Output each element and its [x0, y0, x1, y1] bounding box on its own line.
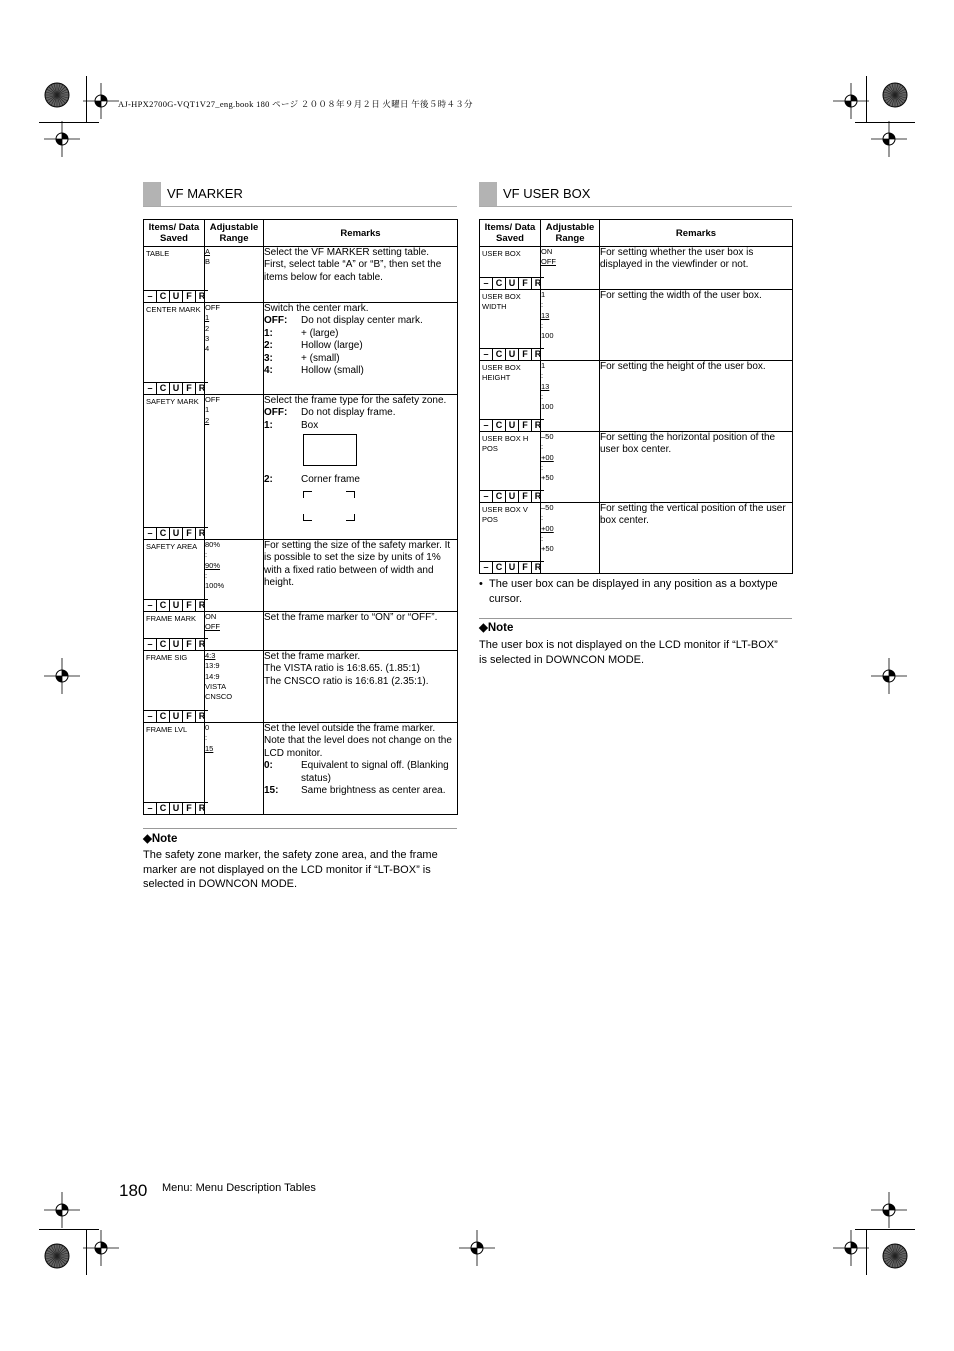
option-desc: Box: [301, 419, 319, 431]
range-value: –50: [541, 503, 554, 512]
range-value: 15: [205, 743, 214, 753]
item-cell: [480, 503, 541, 574]
range-value: CNSCO: [205, 692, 233, 702]
range-value: +50: [541, 473, 554, 483]
range-cell: [205, 395, 264, 540]
option-key: OFF:: [264, 315, 288, 327]
range-value: ON: [541, 247, 553, 256]
range-value: OFF: [541, 257, 556, 267]
option-desc: Equivalent to signal off. (Blanking status): [301, 760, 449, 784]
range-value: +00: [541, 523, 554, 533]
vf-user-box-table: [479, 219, 793, 574]
option-line: [264, 340, 457, 352]
remarks-text: Switch the center mark.: [264, 303, 369, 314]
flag-f: F: [519, 419, 532, 431]
note-divider: [479, 618, 792, 619]
item-name: FRAME LVL: [146, 725, 188, 734]
item-cell: [144, 303, 205, 395]
flag-r: R: [196, 290, 208, 302]
table-row: [144, 395, 458, 540]
data-saved-flags: [144, 638, 208, 650]
corner-frame-illustration: [303, 491, 355, 521]
header-range: Adjustable Range: [541, 220, 600, 247]
flag-r: R: [196, 382, 208, 394]
bullet-item: [479, 577, 779, 606]
flag-c: C: [493, 419, 506, 431]
page-number: 180: [119, 1181, 148, 1200]
crop-line: [86, 1229, 87, 1275]
flag-r: R: [532, 419, 544, 431]
range-cell: [205, 612, 264, 651]
header-remarks: Remarks: [600, 220, 793, 247]
header-items: Items/ Data Saved: [144, 220, 205, 247]
range-cell: [541, 361, 600, 432]
item-cell: [480, 432, 541, 503]
range-value: 100: [541, 402, 554, 412]
corner-mark: [346, 491, 355, 498]
flag-u: U: [506, 277, 519, 289]
flag-u: U: [506, 419, 519, 431]
flag-dash: –: [480, 348, 493, 360]
note-text: The user box is not displayed on the LCD monitor if “LT-BOX” is selected in DOWNCON MODE.: [479, 639, 778, 666]
data-saved-flags: [480, 561, 544, 573]
flag-c: C: [493, 490, 506, 502]
range-value: 1: [541, 361, 546, 370]
flag-u: U: [170, 638, 183, 650]
flag-c: C: [493, 277, 506, 289]
remarks-text: First, select table “A” or “B”, then set the items below for each table.: [264, 259, 442, 283]
table-row: [144, 651, 458, 723]
table-row: [480, 432, 793, 503]
flag-r: R: [532, 561, 544, 573]
table-row: [144, 612, 458, 651]
range-value: 0: [205, 723, 210, 732]
flag-f: F: [183, 802, 196, 814]
flag-f: F: [183, 638, 196, 650]
registration-crosshair-icon: [44, 121, 80, 157]
registration-starburst-icon: [44, 1243, 70, 1269]
option-desc: + (large): [301, 327, 339, 339]
file-info: AJ-HPX2700G-VQT1V27_eng.book 180 ページ ２００８年９月２日 火曜日 午後５時４３分: [118, 99, 473, 109]
remarks-text: For setting the vertical position of the user box center.: [600, 503, 786, 527]
option-key: 3:: [264, 352, 273, 364]
remarks-cell: [600, 432, 793, 503]
flag-c: C: [157, 802, 170, 814]
footer-text: Menu: Menu Description Tables: [162, 1182, 316, 1194]
remarks-text: Set the frame marker to “ON” or “OFF”.: [264, 612, 438, 623]
option-line: [264, 353, 457, 365]
table-row: [480, 503, 793, 574]
option-line: [264, 785, 457, 797]
section-marker: [479, 182, 497, 206]
remarks-text: Select the VF MARKER setting table.: [264, 247, 430, 258]
range-value: :: [541, 442, 544, 452]
crop-line: [866, 1229, 867, 1275]
vf-marker-table: [143, 219, 458, 815]
range-cell: [205, 247, 264, 303]
flag-r: R: [532, 490, 544, 502]
range-value: 1: [205, 313, 210, 323]
flag-f: F: [519, 277, 532, 289]
section-title: VF USER BOX: [503, 186, 591, 201]
flag-dash: –: [480, 419, 493, 431]
option-key: 0:: [264, 760, 273, 772]
remarks-text: Set the level outside the frame marker. Note that the level does not change on the LCD monitor.: [264, 723, 452, 759]
remarks-cell: [600, 503, 793, 574]
range-value: OFF: [205, 303, 220, 312]
range-value: 2: [205, 415, 210, 425]
range-value: ON: [205, 612, 217, 621]
option-key: 15:: [264, 785, 279, 797]
data-saved-flags: [144, 710, 208, 722]
option-key: OFF:: [264, 407, 288, 419]
table-row: [480, 290, 793, 361]
flag-c: C: [493, 561, 506, 573]
data-saved-flags: [480, 490, 544, 502]
flag-u: U: [170, 599, 183, 611]
flag-u: U: [170, 802, 183, 814]
item-cell: [144, 540, 205, 612]
flag-dash: –: [144, 802, 157, 814]
flag-r: R: [532, 277, 544, 289]
flag-u: U: [170, 382, 183, 394]
flag-c: C: [157, 710, 170, 722]
flag-r: R: [196, 599, 208, 611]
item-cell: [144, 395, 205, 540]
range-value: +50: [541, 544, 554, 554]
remarks-cell: [600, 361, 793, 432]
remarks-text: Set the frame marker.: [264, 651, 361, 662]
range-value: 100%: [205, 581, 225, 591]
option-key: 1:: [264, 327, 273, 339]
table-row: [480, 247, 793, 290]
item-name: USER BOX V POS: [482, 505, 528, 524]
range-value: :: [205, 733, 208, 743]
item-cell: [144, 723, 205, 815]
flag-dash: –: [144, 527, 157, 539]
item-name: USER BOX H POS: [482, 434, 529, 453]
table-row: [144, 540, 458, 612]
flag-c: C: [157, 599, 170, 611]
flag-dash: –: [480, 490, 493, 502]
range-cell: [541, 503, 600, 574]
corner-mark: [303, 514, 312, 521]
range-cell: [541, 290, 600, 361]
crop-line: [866, 76, 867, 122]
flag-c: C: [157, 638, 170, 650]
option-key: 1:: [264, 419, 273, 431]
data-saved-flags: [144, 290, 208, 302]
item-name: USER BOX: [482, 249, 521, 258]
registration-crosshair-icon: [833, 1230, 869, 1266]
option-line: [264, 315, 457, 327]
section-title: VF MARKER: [167, 186, 243, 201]
registration-crosshair-icon: [871, 121, 907, 157]
flag-f: F: [183, 527, 196, 539]
remarks-text: The VISTA ratio is 16:8.65. (1.85:1): [264, 663, 421, 675]
option-line: [264, 407, 457, 419]
item-name: TABLE: [146, 249, 170, 258]
crop-line: [855, 1229, 915, 1230]
flag-u: U: [170, 290, 183, 302]
note-divider: [143, 828, 457, 829]
range-value: VISTA: [205, 681, 227, 691]
remarks-cell: [264, 303, 458, 395]
remarks-text: For setting whether the user box is displayed in the viewfinder or not.: [600, 247, 754, 271]
table-row: [480, 361, 793, 432]
crop-line: [86, 76, 87, 122]
option-desc: Corner frame: [301, 474, 360, 486]
registration-crosshair-icon: [871, 1192, 907, 1228]
flag-c: C: [157, 382, 170, 394]
flag-r: R: [532, 348, 544, 360]
range-value: –50: [541, 432, 554, 441]
remarks-text: The CNSCO ratio is 16:6.81 (2.35:1).: [264, 675, 429, 687]
flag-f: F: [519, 561, 532, 573]
registration-crosshair-icon: [44, 658, 80, 694]
flag-dash: –: [144, 710, 157, 722]
range-value: +00: [541, 452, 554, 462]
header-remarks: Remarks: [264, 220, 458, 247]
range-value: OFF: [205, 622, 220, 632]
crop-line: [39, 1229, 99, 1230]
flag-u: U: [506, 348, 519, 360]
range-value: :: [541, 371, 544, 381]
range-value: B: [205, 257, 211, 267]
option-line: [264, 365, 457, 377]
flag-f: F: [519, 490, 532, 502]
flag-dash: –: [480, 561, 493, 573]
option-line: [264, 420, 457, 432]
flag-f: F: [519, 348, 532, 360]
section-header-vf-marker: [143, 182, 457, 207]
flag-dash: –: [144, 290, 157, 302]
remarks-text: For setting the height of the user box.: [600, 361, 766, 372]
flag-r: R: [196, 638, 208, 650]
option-desc: + (small): [301, 352, 340, 364]
data-saved-flags: [144, 382, 208, 394]
remarks-text: For setting the size of the safety marker. It is possible to set the size by units of 1% with a fixed ratio between of width and height.: [264, 540, 451, 589]
flag-f: F: [183, 290, 196, 302]
note-title: ◆Note: [479, 622, 514, 634]
range-value: OFF: [205, 395, 220, 404]
range-value: :: [541, 533, 544, 543]
item-name: CENTER MARK: [146, 305, 201, 314]
flag-c: C: [157, 527, 170, 539]
range-value: :: [541, 300, 544, 310]
range-value: 13: [541, 310, 550, 320]
range-value: :: [205, 550, 208, 560]
remarks-cell: [264, 651, 458, 723]
range-value: :: [205, 570, 208, 580]
range-cell: [205, 651, 264, 723]
range-value: 90%: [205, 560, 221, 570]
bullet-dot: •: [479, 578, 483, 590]
item-cell: [144, 247, 205, 303]
flag-c: C: [493, 348, 506, 360]
range-cell: [541, 247, 600, 290]
flag-u: U: [170, 710, 183, 722]
range-cell: [205, 540, 264, 612]
flag-c: C: [157, 290, 170, 302]
registration-crosshair-icon: [83, 83, 119, 119]
remarks-cell: [600, 290, 793, 361]
table-row: [144, 303, 458, 395]
flag-u: U: [170, 527, 183, 539]
note-text: The safety zone marker, the safety zone area, and the frame marker are not displayed on the LCD monitor if “LT-BOX” is selected in DOWNCON MODE.: [143, 849, 438, 890]
option-key: 4:: [264, 365, 273, 377]
item-name: SAFETY AREA: [146, 542, 198, 551]
table-row: [144, 247, 458, 303]
flag-r: R: [196, 710, 208, 722]
section-marker: [143, 182, 161, 206]
flag-r: R: [196, 802, 208, 814]
range-value: 2: [205, 323, 210, 333]
range-value: :: [541, 320, 544, 330]
section-header-vf-user-box: [479, 182, 792, 207]
remarks-text: For setting the width of the user box.: [600, 290, 762, 301]
item-cell: [144, 651, 205, 723]
remarks-cell: [264, 612, 458, 651]
range-cell: [541, 432, 600, 503]
table-row: [144, 723, 458, 815]
item-cell: [144, 612, 205, 651]
range-value: :: [541, 513, 544, 523]
range-value: 13:9: [205, 661, 220, 671]
remarks-cell: [600, 247, 793, 290]
flag-u: U: [506, 490, 519, 502]
data-saved-flags: [144, 527, 208, 539]
bullet-text: The user box can be displayed in any position as a boxtype cursor.: [489, 578, 778, 605]
data-saved-flags: [480, 277, 544, 289]
flag-f: F: [183, 710, 196, 722]
item-name: USER BOX HEIGHT: [482, 363, 521, 382]
flag-dash: –: [144, 382, 157, 394]
range-value: 1: [205, 405, 210, 415]
item-name: FRAME SIG: [146, 653, 188, 662]
item-cell: [480, 361, 541, 432]
option-desc: Hollow (large): [301, 340, 363, 352]
corner-mark: [303, 491, 312, 498]
header-items: Items/ Data Saved: [480, 220, 541, 247]
registration-starburst-icon: [44, 82, 70, 108]
range-value: 14:9: [205, 671, 220, 681]
range-cell: [205, 303, 264, 395]
flag-f: F: [183, 382, 196, 394]
crop-line: [39, 122, 99, 123]
registration-crosshair-icon: [833, 83, 869, 119]
option-key: 2:: [264, 474, 273, 486]
item-name: FRAME MARK: [146, 614, 197, 623]
range-value: 1: [541, 290, 546, 299]
crop-line: [855, 122, 915, 123]
item-cell: [480, 290, 541, 361]
range-value: A: [205, 247, 211, 256]
registration-starburst-icon: [882, 1243, 908, 1269]
header-range: Adjustable Range: [205, 220, 264, 247]
registration-crosshair-icon: [83, 1230, 119, 1266]
remarks-cell: [264, 723, 458, 815]
note-title: ◆Note: [143, 833, 178, 845]
range-value: 100: [541, 331, 554, 341]
registration-starburst-icon: [882, 82, 908, 108]
range-value: 13: [541, 381, 550, 391]
corner-mark: [346, 514, 355, 521]
option-desc: Do not display center mark.: [301, 315, 423, 327]
box-frame-illustration: [303, 434, 357, 466]
range-value: :: [541, 462, 544, 472]
option-line: [264, 760, 457, 785]
range-value: 3: [205, 333, 210, 343]
range-value: 4:3: [205, 651, 216, 660]
remarks-cell: [264, 395, 458, 540]
option-desc: Hollow (small): [301, 365, 364, 377]
registration-crosshair-icon: [871, 658, 907, 694]
flag-dash: –: [144, 599, 157, 611]
registration-crosshair-icon: [459, 1230, 495, 1266]
data-saved-flags: [480, 419, 544, 431]
registration-crosshair-icon: [44, 1192, 80, 1228]
item-name: USER BOX WIDTH: [482, 292, 521, 311]
data-saved-flags: [480, 348, 544, 360]
flag-dash: –: [480, 277, 493, 289]
item-cell: [480, 247, 541, 290]
flag-r: R: [196, 527, 208, 539]
option-line: [264, 328, 457, 340]
remarks-text: Select the frame type for the safety zone.: [264, 395, 447, 406]
item-name: SAFETY MARK: [146, 397, 199, 406]
range-value: 4: [205, 344, 210, 354]
option-key: 2:: [264, 340, 273, 352]
flag-f: F: [183, 599, 196, 611]
range-cell: [205, 723, 264, 815]
flag-u: U: [506, 561, 519, 573]
range-value: :: [541, 391, 544, 401]
option-desc: Do not display frame.: [301, 407, 396, 419]
remarks-cell: [264, 540, 458, 612]
data-saved-flags: [144, 802, 208, 814]
option-line: [264, 474, 457, 486]
option-desc: Same brightness as center area.: [301, 785, 446, 797]
flag-dash: –: [144, 638, 157, 650]
range-value: 80%: [205, 540, 221, 549]
remarks-text: For setting the horizontal position of the user box center.: [600, 432, 776, 456]
remarks-cell: [264, 247, 458, 303]
data-saved-flags: [144, 599, 208, 611]
